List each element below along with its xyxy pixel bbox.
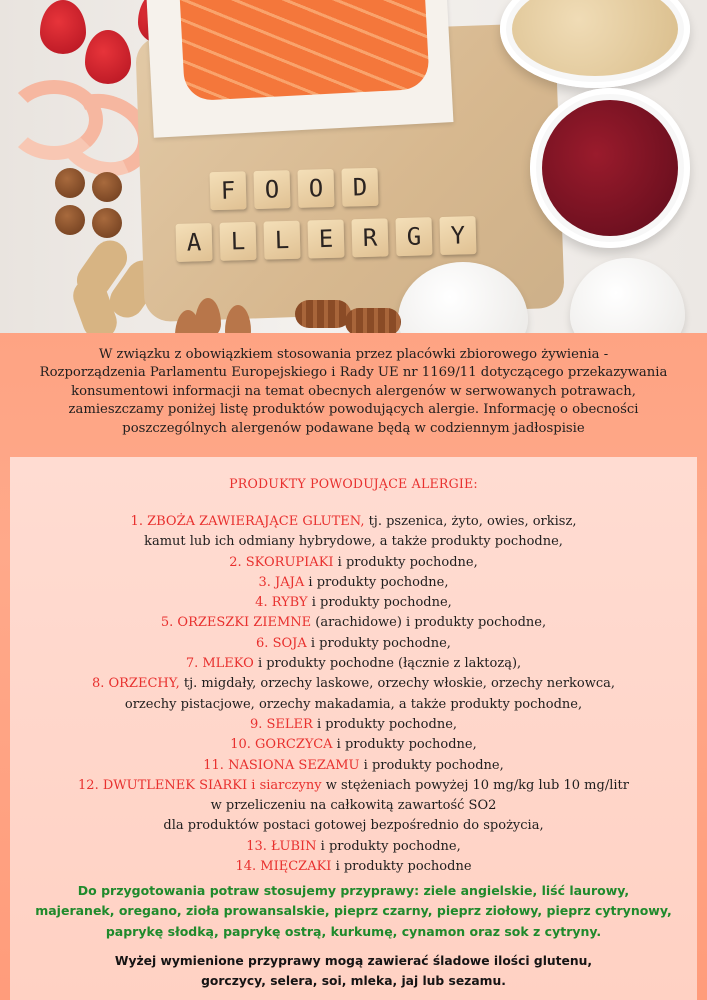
hazelnut-image bbox=[55, 205, 85, 235]
list-item bbox=[10, 553, 697, 573]
letter-tile: G bbox=[395, 217, 432, 256]
allergen-detail: i produkty pochodne, bbox=[359, 757, 504, 773]
allergen-name: 3. JAJA bbox=[258, 574, 305, 590]
allergen-detail: i produkty pochodne, bbox=[307, 595, 452, 611]
list-item bbox=[10, 857, 697, 877]
spices-note bbox=[30, 881, 677, 942]
intro-paragraph bbox=[22, 346, 685, 438]
allergen-name: 6. SOJA bbox=[256, 635, 307, 651]
allergen-name: 2. SKORUPIAKI bbox=[229, 554, 334, 570]
allergen-detail: i produkty pochodne, bbox=[332, 737, 477, 753]
list-item bbox=[10, 573, 697, 593]
intro-line: Rozporządzenia Parlamentu Europejskiego i Rady UE nr 1169/11 dotyczącego przekazywania bbox=[39, 365, 668, 381]
trace-warning bbox=[30, 951, 677, 992]
allergen-detail: w stężeniach powyżej 10 mg/kg lub 10 mg/litr bbox=[321, 777, 629, 793]
letter-tile: F bbox=[210, 171, 247, 210]
allergen-detail: (arachidowe) i produkty pochodne, bbox=[311, 615, 547, 631]
allergen-name: 11. NASIONA SEZAMU bbox=[203, 757, 360, 773]
intro-line: konsumentowi informacji na temat obecnych alergenów w serwowanych potrawach, bbox=[71, 383, 636, 399]
list-item bbox=[10, 695, 697, 715]
allergen-name: 10. GORCZYCA bbox=[230, 737, 333, 753]
list-item bbox=[10, 776, 697, 796]
allergen-detail: tj. migdały, orzechy laskowe, orzechy włoskie, orzechy nerkowca, bbox=[179, 676, 616, 692]
allergen-name: 13. ŁUBIN bbox=[246, 838, 317, 854]
list-item bbox=[10, 654, 697, 674]
letter-tile: L bbox=[264, 221, 301, 260]
intro-line: zamieszczamy poniżej listę produktów powodujących alergie. Informację o obecności bbox=[68, 402, 639, 418]
allergen-name: 12. DWUTLENEK SIARKI i siarczyny bbox=[78, 777, 322, 793]
list-item bbox=[10, 837, 697, 857]
list-item bbox=[10, 674, 697, 694]
list-item bbox=[10, 532, 697, 552]
letter-tile: A bbox=[176, 223, 213, 262]
letter-tile: L bbox=[220, 222, 257, 261]
allergen-detail: i produkty pochodne bbox=[331, 859, 472, 875]
spices-line: paprykę słodką, paprykę ostrą, kurkumę, cynamon oraz sok z cytryny. bbox=[105, 923, 602, 939]
list-item bbox=[10, 816, 697, 836]
food-allergy-photo bbox=[0, 0, 707, 333]
warning-line: Wyżej wymienione przyprawy mogą zawierać śladowe ilości glutenu, bbox=[114, 954, 593, 968]
allergen-detail: i produkty pochodne, bbox=[312, 716, 458, 732]
allergen-detail: i produkty pochodne, bbox=[306, 635, 451, 651]
hazelnut-image bbox=[92, 172, 122, 202]
hazelnut-image bbox=[92, 208, 122, 238]
allergen-detail: orzechy pistacjowe, orzechy makadamia, a także produkty pochodne, bbox=[124, 696, 583, 712]
allergen-detail: tj. pszenica, żyto, owies, orkisz, bbox=[364, 514, 577, 529]
pecan-image bbox=[345, 308, 401, 333]
list-item bbox=[10, 796, 697, 816]
allergen-name: 4. RYBY bbox=[255, 595, 308, 611]
pecan-image bbox=[295, 300, 351, 328]
allergen-detail: i produkty pochodne, bbox=[304, 574, 449, 590]
letter-tile: D bbox=[341, 168, 378, 207]
strawberry-image bbox=[40, 0, 86, 54]
spices-line: majeranek, oregano, zioła prowansalskie, pieprz czarny, pieprz ziołowy, pieprz cytrynowy, bbox=[35, 903, 672, 919]
allergen-name: 9. SELER bbox=[249, 716, 313, 732]
warning-line: gorczycy, selera, soi, mleka, jaj lub sezamu. bbox=[201, 974, 506, 989]
allergen-heading: PRODUKTY POWODUJĄCE ALERGIE: bbox=[229, 476, 478, 491]
beans-bowl-image bbox=[530, 88, 690, 248]
letter-tile: Y bbox=[439, 216, 476, 255]
allergen-list bbox=[10, 512, 697, 877]
allergen-name: 1. ZBOŻA ZAWIERAJĄCE GLUTEN, bbox=[130, 514, 365, 529]
letter-tile: E bbox=[308, 220, 345, 259]
intro-line: W związku z obowiązkiem stosowania przez placówki zbiorowego żywienia - bbox=[98, 347, 609, 362]
allergen-detail: kamut lub ich odmiany hybrydowe, a także produkty pochodne, bbox=[144, 534, 563, 550]
list-item bbox=[10, 613, 697, 633]
allergy-tiles bbox=[176, 216, 477, 262]
allergen-detail: i produkty pochodne, bbox=[316, 838, 461, 854]
letter-tile: O bbox=[298, 169, 335, 208]
hazelnut-image bbox=[55, 168, 85, 198]
allergen-card bbox=[10, 457, 697, 1000]
allergen-detail: dla produktów postaci gotowej bezpośrednio do spożycia, bbox=[163, 818, 544, 834]
list-item bbox=[10, 735, 697, 755]
food-tiles bbox=[210, 168, 379, 210]
allergen-detail: i produkty pochodne, bbox=[333, 554, 478, 570]
letter-tile: O bbox=[254, 170, 291, 209]
allergen-detail: w przeliczeniu na całkowitą zawartość SO2 bbox=[210, 798, 497, 814]
egg-image bbox=[570, 258, 685, 333]
list-item bbox=[10, 593, 697, 613]
spices-line: Do przygotowania potraw stosujemy przyprawy: ziele angielskie, liść laurowy, bbox=[77, 883, 630, 898]
allergen-name: 7. MLEKO bbox=[185, 656, 254, 672]
letter-tile: R bbox=[351, 218, 388, 257]
allergen-name: 14. MIĘCZAKI bbox=[235, 859, 332, 875]
allergen-detail: i produkty pochodne (łącznie z laktozą), bbox=[253, 656, 522, 672]
allergen-name: 5. ORZESZKI ZIEMNE bbox=[160, 615, 312, 631]
allergen-name: 8. ORZECHY, bbox=[91, 676, 180, 692]
salmon-image bbox=[179, 0, 430, 101]
list-item bbox=[10, 512, 697, 532]
list-item bbox=[10, 756, 697, 776]
list-item bbox=[10, 715, 697, 735]
intro-line: poszczególnych alergenów podawane będą w codziennym jadłospisie bbox=[122, 420, 585, 436]
list-item bbox=[10, 634, 697, 654]
strawberry-image bbox=[85, 30, 131, 84]
